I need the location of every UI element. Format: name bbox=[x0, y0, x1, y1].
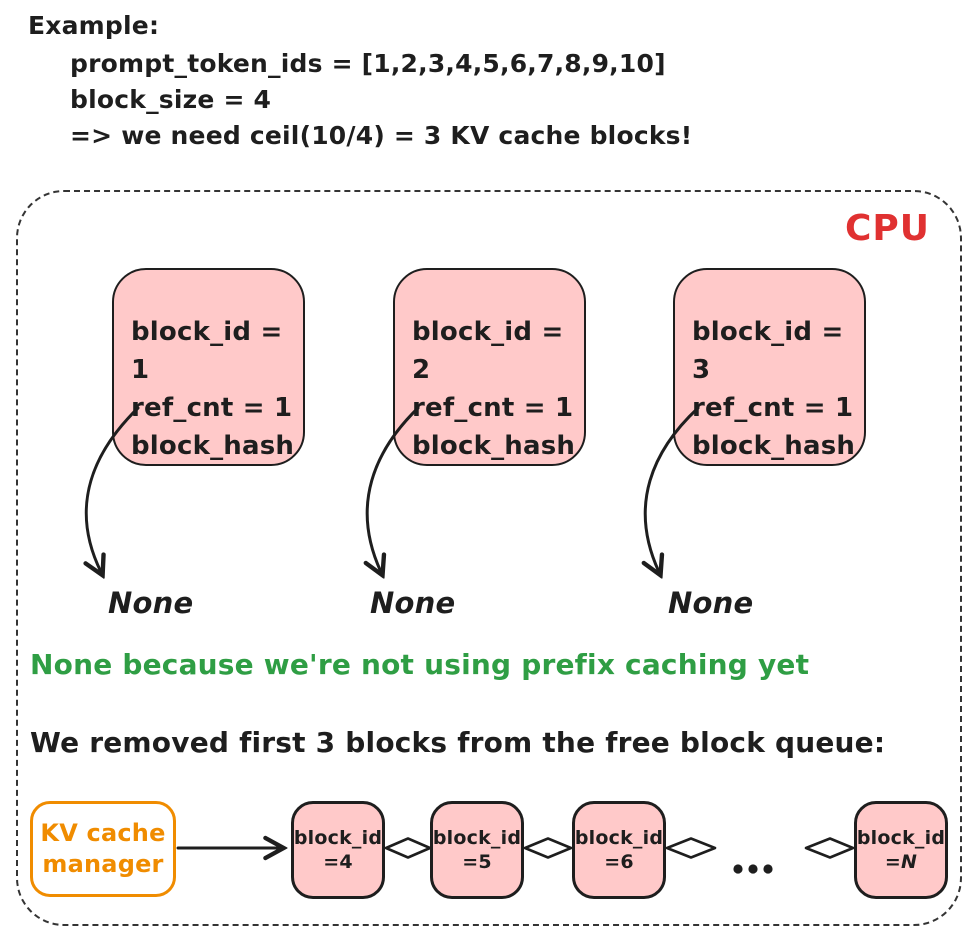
none-value-2: None bbox=[370, 586, 456, 620]
queue-node-N-line1: block_id bbox=[856, 827, 946, 849]
kv-block-2-hash: block_hash bbox=[412, 431, 576, 461]
manager-label-line2: manager bbox=[42, 850, 164, 878]
none-value-3: None bbox=[668, 586, 754, 620]
cpu-label: CPU bbox=[845, 208, 931, 249]
example-line-conclusion: => we need ceil(10/4) = 3 KV cache blocks! bbox=[70, 121, 693, 150]
kv-block-3 bbox=[673, 268, 866, 466]
queue-node-6-line1: block_id bbox=[574, 827, 664, 849]
kv-block-3-hash: block_hash bbox=[692, 431, 856, 461]
queue-node-N-line2: =N bbox=[884, 851, 918, 873]
queue-node-5 bbox=[430, 801, 524, 899]
example-line-prompt-token-ids: prompt_token_ids = [1,2,3,4,5,6,7,8,9,10] bbox=[70, 49, 666, 78]
kv-block-2-id: block_id = 2 bbox=[412, 317, 564, 385]
queue-node-4 bbox=[291, 801, 385, 899]
kv-block-1 bbox=[112, 268, 305, 466]
kv-block-3-refcnt: ref_cnt = 1 bbox=[692, 393, 854, 423]
kv-cache-manager-box bbox=[30, 801, 176, 897]
queue-node-6-line2: =6 bbox=[604, 851, 634, 873]
kv-block-1-hash: block_hash bbox=[131, 431, 295, 461]
kv-block-3-id: block_id = 3 bbox=[692, 317, 844, 385]
queue-node-6 bbox=[572, 801, 666, 899]
manager-label-line1: KV cache bbox=[40, 819, 166, 847]
queue-node-N bbox=[854, 801, 948, 899]
kv-block-1-refcnt: ref_cnt = 1 bbox=[131, 393, 293, 423]
kv-block-2-refcnt: ref_cnt = 1 bbox=[412, 393, 574, 423]
prefix-caching-note: None because we're not using prefix caching yet bbox=[30, 648, 810, 681]
example-line-block-size: block_size = 4 bbox=[70, 85, 272, 114]
queue-node-4-line1: block_id bbox=[293, 827, 383, 849]
queue-node-5-line1: block_id bbox=[432, 827, 522, 849]
example-title: Example: bbox=[28, 11, 160, 40]
free-queue-caption: We removed first 3 blocks from the free block queue: bbox=[30, 726, 886, 759]
kv-block-2 bbox=[393, 268, 586, 466]
queue-node-4-line2: =4 bbox=[323, 851, 353, 873]
kv-block-1-id: block_id = 1 bbox=[131, 317, 283, 385]
none-value-1: None bbox=[108, 586, 194, 620]
queue-node-5-line2: =5 bbox=[462, 851, 492, 873]
example-text-block bbox=[28, 8, 692, 154]
